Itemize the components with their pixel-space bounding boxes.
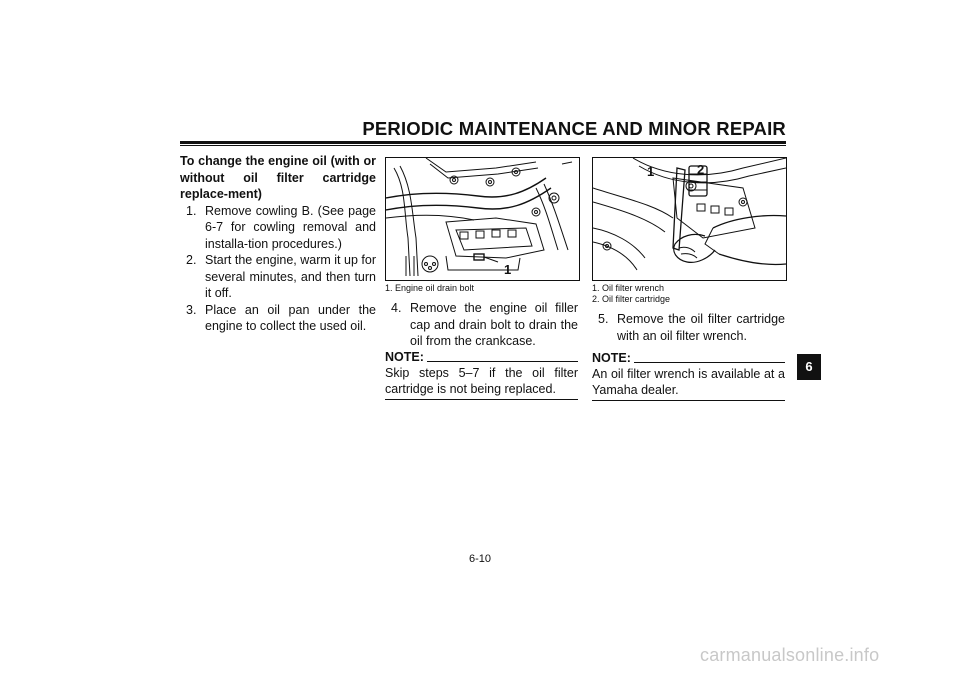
section-heading: To change the engine oil (with or without oil filter cartridge replace-ment) (180, 154, 376, 201)
section-tab: 6 (797, 354, 821, 380)
callout-2: 2 (697, 162, 705, 177)
step-3 (180, 302, 376, 335)
watermark: carmanualsonline.info (700, 645, 880, 665)
step-1 (180, 203, 376, 253)
header-rule-thin (180, 145, 786, 146)
step-5 (592, 311, 785, 344)
note-text: Skip steps 5–7 if the oil filter cartridge is not being replaced. (385, 366, 578, 396)
step-number: 4. (391, 301, 402, 315)
note-header (592, 350, 785, 366)
step-text: Start the engine, warm it up for several minutes, and then turn it off. (205, 253, 376, 300)
step-2 (180, 252, 376, 302)
page-number: 6-10 (468, 553, 492, 565)
figure-oil-filter-wrench (592, 157, 787, 281)
middle-column (385, 300, 578, 350)
oil-filter-illustration (593, 158, 786, 280)
note-label: NOTE: (592, 351, 631, 365)
step-text: Remove cowling B. (See page 6-7 for cowling removal and installa-tion procedures.) (205, 203, 376, 251)
note-label: NOTE: (385, 350, 424, 364)
engine-illustration (386, 158, 579, 280)
callout-1: 1 (647, 164, 655, 179)
note-bottom-rule (592, 400, 785, 401)
caption-item: 1. Engine oil drain bolt (385, 283, 475, 293)
figure-caption-1 (385, 283, 578, 294)
callout-1: 1 (504, 262, 512, 277)
step-text: Remove the oil filter cartridge with an oil filter wrench. (617, 312, 785, 343)
step-text: Remove the engine oil filler cap and drain bolt to drain the oil from the crankcase. (410, 301, 578, 348)
step-number: 3. (186, 302, 197, 317)
note-box-2 (592, 350, 785, 401)
header-rule (180, 141, 786, 144)
note-header-rule (634, 362, 785, 363)
caption-item: 2. Oil filter cartridge (592, 294, 671, 304)
step-number: 1. (186, 203, 197, 218)
figure-caption-2 (592, 283, 785, 305)
note-header (385, 349, 578, 365)
step-4 (385, 300, 578, 350)
note-box-1 (385, 349, 578, 400)
caption-item: 1. Oil filter wrench (592, 283, 665, 293)
note-text: An oil filter wrench is available at a Yamaha dealer. (592, 367, 785, 397)
note-bottom-rule (385, 399, 578, 400)
step-number: 5. (598, 312, 609, 326)
step-text: Place an oil pan under the engine to collect the used oil. (205, 302, 376, 333)
left-column (180, 153, 376, 335)
page-title: PERIODIC MAINTENANCE AND MINOR REPAIR (362, 118, 786, 139)
step-number: 2. (186, 253, 197, 267)
note-header-rule (427, 361, 578, 362)
figure-engine-oil-drain-bolt (385, 157, 580, 281)
right-column (592, 311, 785, 344)
